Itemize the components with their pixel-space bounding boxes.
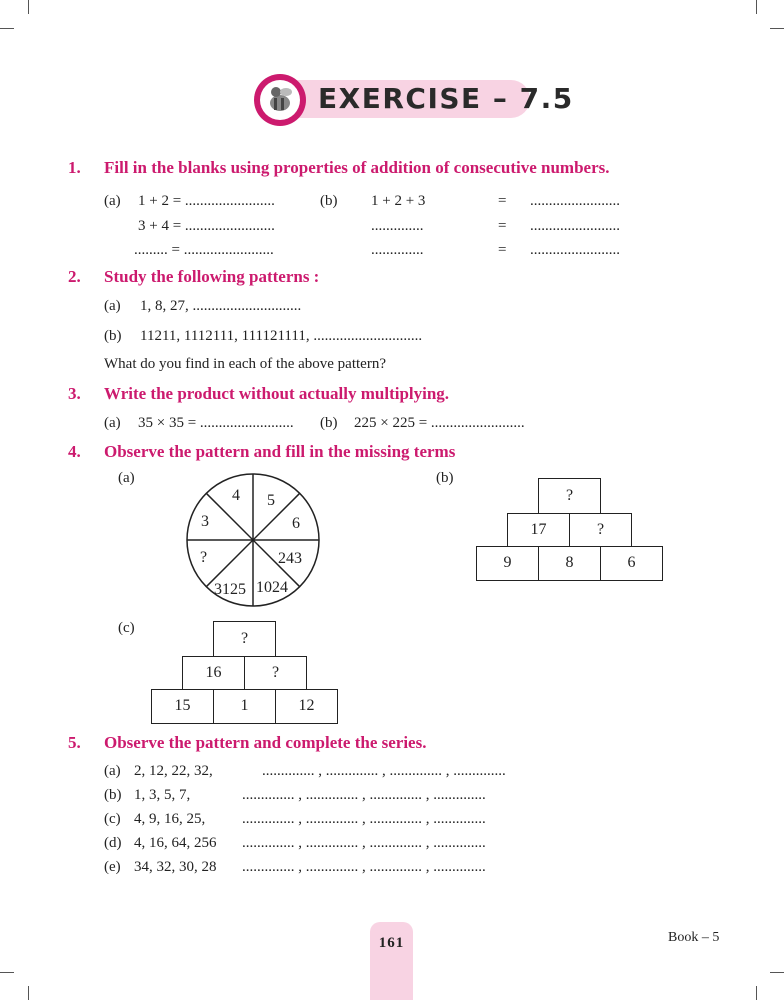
equals-sign: = xyxy=(498,193,507,209)
question-text: Fill in the blanks using properties of addition of consecutive numbers. xyxy=(104,158,610,177)
pattern-text: 1, 8, 27, ............................. xyxy=(140,298,302,314)
circle-value: 3125 xyxy=(214,581,246,598)
blank-line: .............. , .............. , .............. , .............. xyxy=(242,787,486,803)
page-number-tab xyxy=(370,922,413,1000)
pyramid-cell: ? xyxy=(538,478,601,514)
blank-line: ........................ xyxy=(530,242,620,258)
blank-line: .............. xyxy=(371,218,424,234)
equals-sign: = xyxy=(498,242,507,258)
question-text: Observe the pattern and fill in the missing terms xyxy=(104,442,456,461)
circle-value: 5 xyxy=(267,492,275,509)
blank-line: .............. xyxy=(371,242,424,258)
crop-mark xyxy=(756,986,757,1000)
pattern-text: 11211, 1112111, 111121111, ............................. xyxy=(140,328,423,344)
pyramid-cell: 1 xyxy=(213,689,276,724)
crop-mark xyxy=(0,972,14,973)
circle-value: 6 xyxy=(292,515,300,532)
equals-sign: = xyxy=(498,218,507,234)
part-label: (d) xyxy=(104,835,122,851)
blank-line: 3 + 4 = ........................ xyxy=(138,218,275,234)
blank-line: ........................ xyxy=(530,218,620,234)
part-label: (b) xyxy=(104,787,122,803)
blank-line: 1 + 2 = ........................ xyxy=(138,193,275,209)
circle-outline xyxy=(187,474,319,606)
crop-mark xyxy=(770,28,784,29)
blank-line: .............. , .............. , .............. , .............. xyxy=(242,859,486,875)
part-label: (a) xyxy=(104,193,121,209)
pyramid-cell: 9 xyxy=(476,546,539,581)
blank-line: .............. , .............. , .............. , .............. xyxy=(242,835,486,851)
blank-line: .............. , .............. , .............. , .............. xyxy=(262,763,506,779)
question-number: 4. xyxy=(68,442,81,461)
bee-icon xyxy=(252,72,308,128)
pyramid-cell: 17 xyxy=(507,513,570,547)
circle-value: 1024 xyxy=(256,579,288,596)
blank-line: ........................ xyxy=(530,193,620,209)
circle-pattern-diagram xyxy=(180,470,328,610)
question-text: Write the product without actually multiplying. xyxy=(104,384,450,403)
pyramid-cell: ? xyxy=(213,621,276,657)
pyramid-cell: ? xyxy=(244,656,307,690)
expression: 1 + 2 + 3 xyxy=(371,193,426,209)
part-label: (a) xyxy=(104,298,121,314)
part-label: (c) xyxy=(104,811,121,827)
page-number: 161 xyxy=(378,935,405,951)
part-label: (c) xyxy=(118,620,135,636)
question-number: 2. xyxy=(68,267,81,286)
question-text: Observe the pattern and complete the series. xyxy=(104,733,427,752)
pyramid-cell: 6 xyxy=(600,546,663,581)
prompt-text: What do you find in each of the above pattern? xyxy=(104,356,386,372)
series-text: 2, 12, 22, 32, xyxy=(134,763,213,779)
crop-mark xyxy=(28,986,29,1000)
product-text: 225 × 225 = ......................... xyxy=(354,415,525,431)
product-text: 35 × 35 = ......................... xyxy=(138,415,294,431)
series-text: 4, 16, 64, 256 xyxy=(134,835,217,851)
crop-mark xyxy=(0,28,14,29)
part-label: (b) xyxy=(436,470,454,486)
crop-mark xyxy=(756,0,757,14)
blank-line: .............. , .............. , .............. , .............. xyxy=(242,811,486,827)
part-label: (a) xyxy=(104,415,121,431)
book-label: Book – 5 xyxy=(668,930,720,945)
part-label: (a) xyxy=(104,763,121,779)
pyramid-cell: 16 xyxy=(182,656,245,690)
pyramid-cell: ? xyxy=(569,513,632,547)
series-text: 34, 32, 30, 28 xyxy=(134,859,217,875)
part-label: (e) xyxy=(104,859,121,875)
pyramid-cell: 12 xyxy=(275,689,338,724)
pyramid-cell: 8 xyxy=(538,546,601,581)
question-number: 1. xyxy=(68,158,81,177)
part-label: (b) xyxy=(320,415,338,431)
part-label: (b) xyxy=(104,328,122,344)
series-text: 4, 9, 16, 25, xyxy=(134,811,206,827)
pyramid-cell: 15 xyxy=(151,689,214,724)
part-label: (a) xyxy=(118,470,135,486)
question-text: Study the following patterns : xyxy=(104,267,320,286)
circle-value: ? xyxy=(200,549,208,566)
part-label: (b) xyxy=(320,193,338,209)
crop-mark xyxy=(770,972,784,973)
circle-value: 4 xyxy=(232,487,240,504)
question-number: 5. xyxy=(68,733,81,752)
question-number: 3. xyxy=(68,384,81,403)
blank-line: ......... = ........................ xyxy=(134,242,274,258)
circle-value: 3 xyxy=(201,513,209,530)
crop-mark xyxy=(28,0,29,14)
exercise-title: EXERCISE – 7.5 xyxy=(318,82,574,115)
series-text: 1, 3, 5, 7, xyxy=(134,787,191,803)
circle-value: 243 xyxy=(278,550,302,567)
